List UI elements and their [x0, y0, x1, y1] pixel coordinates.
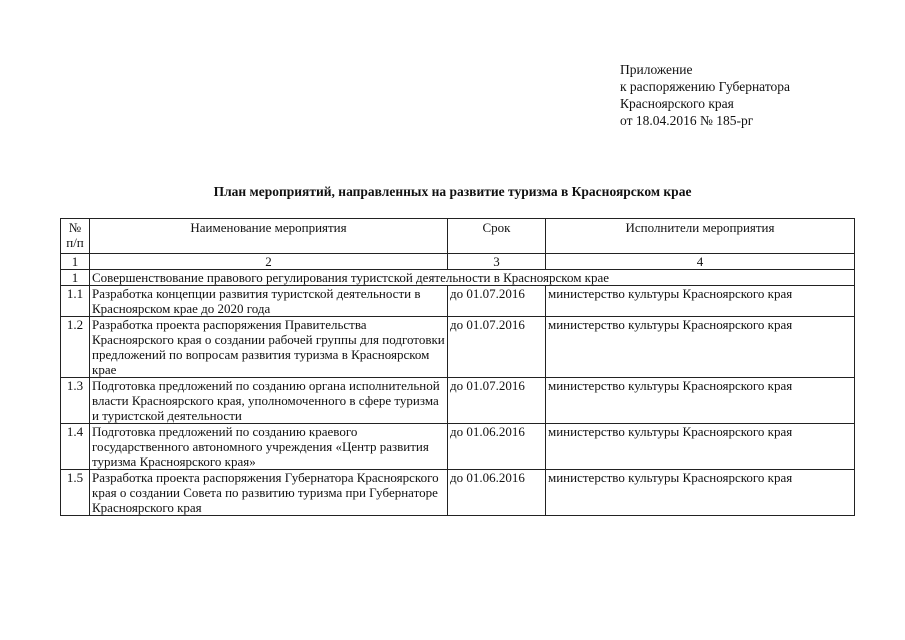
- table-row: [61, 317, 855, 378]
- row-executor: министерство культуры Красноярского края: [546, 286, 855, 317]
- row-executor: министерство культуры Красноярского края: [546, 317, 855, 378]
- column-number: 3: [448, 254, 546, 270]
- row-number: 1.5: [61, 470, 90, 516]
- row-number: 1.3: [61, 378, 90, 424]
- row-term: до 01.06.2016: [448, 470, 546, 516]
- column-number: 2: [90, 254, 448, 270]
- section-number: 1: [61, 270, 90, 286]
- row-activity-name: Подготовка предложений по созданию краевого государственного автономного учреждения «Центр развития туризма Красноярского края»: [90, 424, 448, 470]
- header-number: [61, 219, 90, 254]
- row-term: до 01.07.2016: [448, 378, 546, 424]
- activities-table: [60, 218, 855, 516]
- header-number-line-1: №: [68, 220, 82, 235]
- appendix-line-1: Приложение: [620, 62, 693, 77]
- row-activity-name: Разработка проекта распоряжения Правительства Красноярского края о создании рабочей группы для подготовки предложений по вопросам развития туризма в Красноярском крае: [90, 317, 448, 378]
- row-activity-name: Разработка концепции развития туристской деятельности в Красноярском крае до 2020 года: [90, 286, 448, 317]
- appendix-block: [620, 61, 790, 129]
- column-number: 1: [61, 254, 90, 270]
- row-term: до 01.07.2016: [448, 286, 546, 317]
- document-title: План мероприятий, направленных на развитие туризма в Красноярском крае: [213, 184, 692, 199]
- table-row: [61, 470, 855, 516]
- row-term: до 01.06.2016: [448, 424, 546, 470]
- row-number: 1.1: [61, 286, 90, 317]
- section-row: [61, 270, 855, 286]
- row-executor: министерство культуры Красноярского края: [546, 424, 855, 470]
- row-executor: министерство культуры Красноярского края: [546, 470, 855, 516]
- table-header-row: [61, 219, 855, 254]
- row-executor: министерство культуры Красноярского края: [546, 378, 855, 424]
- appendix-line-2: к распоряжению Губернатора: [620, 79, 791, 94]
- appendix-line-4: от 18.04.2016 № 185-рг: [620, 113, 754, 128]
- header-term: Срок: [448, 219, 546, 254]
- header-activity-name: Наименование мероприятия: [90, 219, 448, 254]
- row-number: 1.2: [61, 317, 90, 378]
- table-row: [61, 424, 855, 470]
- appendix-line-3: Красноярского края: [620, 96, 734, 111]
- column-numbers-row: [61, 254, 855, 270]
- section-title: Совершенствование правового регулирования туристской деятельности в Красноярском крае: [90, 270, 855, 286]
- table-row: [61, 378, 855, 424]
- row-activity-name: Разработка проекта распоряжения Губернатора Красноярского края о создании Совета по развитию туризма при Губернаторе Красноярского края: [90, 470, 448, 516]
- row-number: 1.4: [61, 424, 90, 470]
- table-row: [61, 286, 855, 317]
- row-term: до 01.07.2016: [448, 317, 546, 378]
- header-executors: Исполнители мероприятия: [546, 219, 855, 254]
- column-number: 4: [546, 254, 855, 270]
- row-activity-name: Подготовка предложений по созданию органа исполнительной власти Красноярского края, уполномоченного в сфере туризма и туристской деятельности: [90, 378, 448, 424]
- header-number-line-2: п/п: [66, 235, 84, 250]
